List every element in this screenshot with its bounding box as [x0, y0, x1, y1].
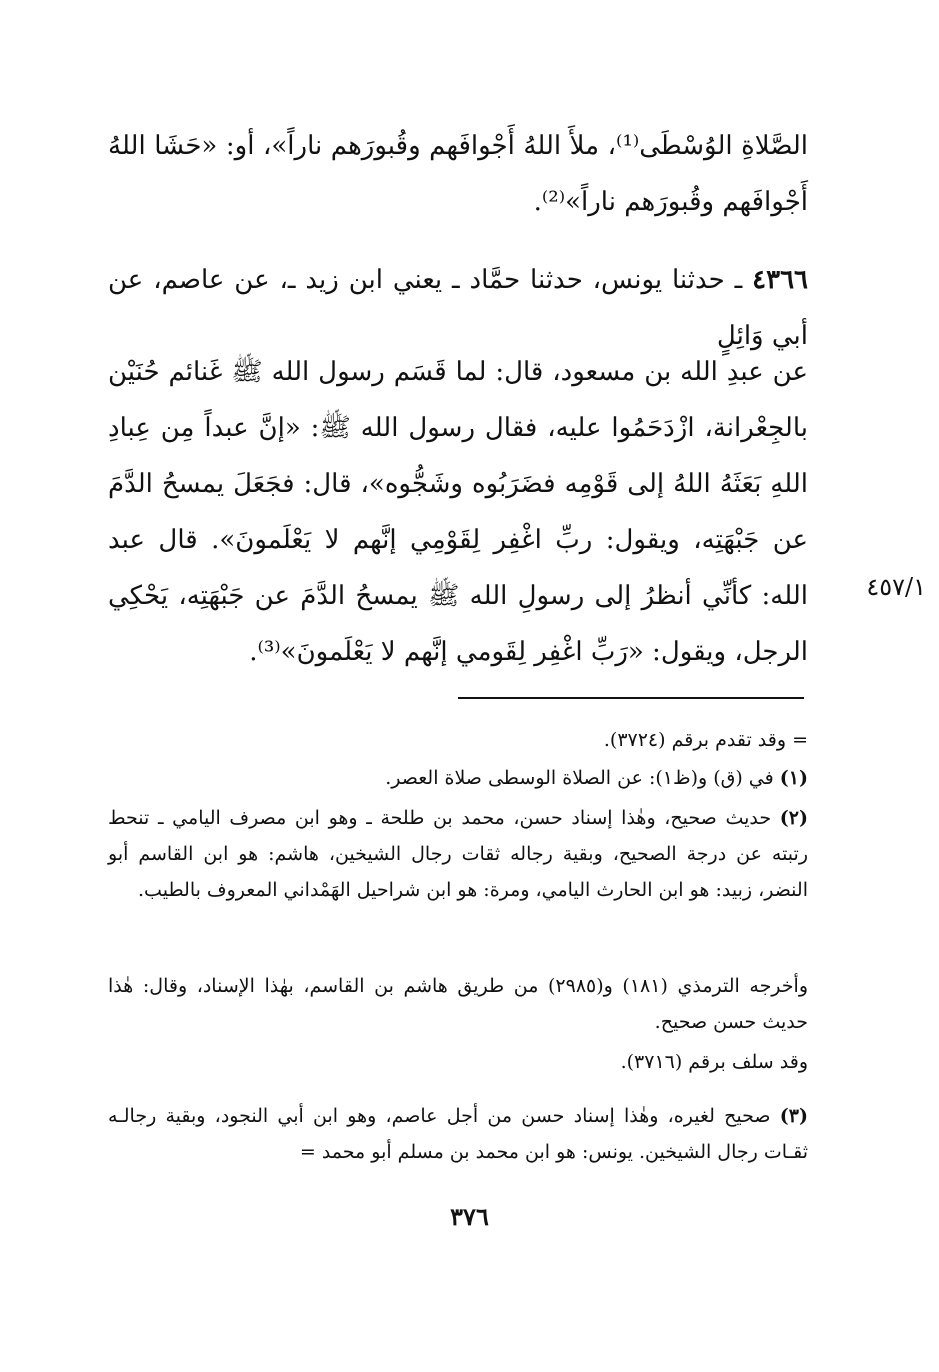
- footnote-3-number: (٣): [779, 1105, 808, 1127]
- footnote-2-takhrij: وأخرجه الترمذي (١٨١) و(٢٩٨٥) من طريق هاشم بن القاسم، بهٰذا الإسناد، وقال: هٰذا حديث حسن صحيح.: [108, 975, 808, 1033]
- footnote-2-number: (٢): [779, 807, 808, 829]
- page-number: ٣٧٦: [450, 1202, 489, 1231]
- footnote-1-text: في (ق) و(ظ١): عن الصلاة الوسطى صلاة العصر.: [385, 767, 774, 789]
- footnote-1: [108, 760, 808, 796]
- footnote-2: [108, 800, 808, 908]
- footnote-3-text: صحيح لغيره، وهٰذا إسناد حسن من أجل عاصم، وهو ابن أبي النجود، وبقية رجالـه ثقـات رجال الشيخين. يونس: هو ابن محمد بن مسلم أبو محمد =: [108, 1105, 808, 1163]
- footnote-3: [108, 1098, 808, 1170]
- margin-volume-page-reference: ٤٥٧/١: [866, 573, 926, 601]
- main-text-paragraph-continuation: الصَّلاةِ الوُسْطَى⁽¹⁾، ملأَ اللهُ أَجْوافَهم وقُبورَهم ناراً»، أو: «حَشَا اللهُ أَجْوافَهم وقُبورَهم ناراً»⁽²⁾.: [108, 131, 809, 217]
- hadith-number: ٤٣٦٦: [752, 265, 808, 295]
- footnote-2-cross-reference: وقد سلف برقم (٣٧١٦).: [620, 1051, 808, 1073]
- footnote-2-text: حديث صحيح، وهٰذا إسناد حسن، محمد بن طلحة ـ وهو ابن مصرف اليامي ـ تنحط رتبته عن درجة الصحيح، وبقية رجاله ثقات رجال الشيخين، هاشم: هو ابن القاسم أبو النضر، زبيد: هو ابن الحارث اليامي، ومرة: هو ابن شراحيل الهَمْداني المعروف بالطيب.: [108, 807, 808, 901]
- hadith-matn: عن عبدِ الله بن مسعود، قال: لما قَسَم رسول الله ﷺ غَنائم حُنَيْن بالجِعْرانة، ازْدَحَمُوا عليه، فقال رسول الله ﷺ: «إنَّ عبداً مِن عِبادِ اللهِ بَعَثَهُ اللهُ إلى قَوْمِه فضَرَبُوه وشَجُّوه»، قال: فجَعَلَ يمسحُ الدَّمَ عن جَبْهَتِه، ويقول: ربِّ اغْفِر لِقَوْمِي إنَّهم لا يَعْلَمونَ». قال عبد الله: كأنِّي أنظرُ إلى رسولِ الله ﷺ يمسحُ الدَّمَ عن جَبْهَتِه، يَحْكِي الرجل، ويقول: «رَبِّ اغْفِر لِقَومي إنَّهم لا يَعْلَمونَ»⁽³⁾.: [108, 357, 808, 667]
- footnote-separator: [458, 697, 804, 699]
- footnote-continuation: = وقد تقدم برقم (٣٧٢٤).: [603, 729, 808, 751]
- hadith-isnad: ـ حدثنا يونس، حدثنا حمَّاد ـ يعني ابن زيد ـ، عن عاصم، عن أبي وَائِلٍ: [108, 265, 808, 351]
- footnote-1-number: (١): [779, 767, 808, 789]
